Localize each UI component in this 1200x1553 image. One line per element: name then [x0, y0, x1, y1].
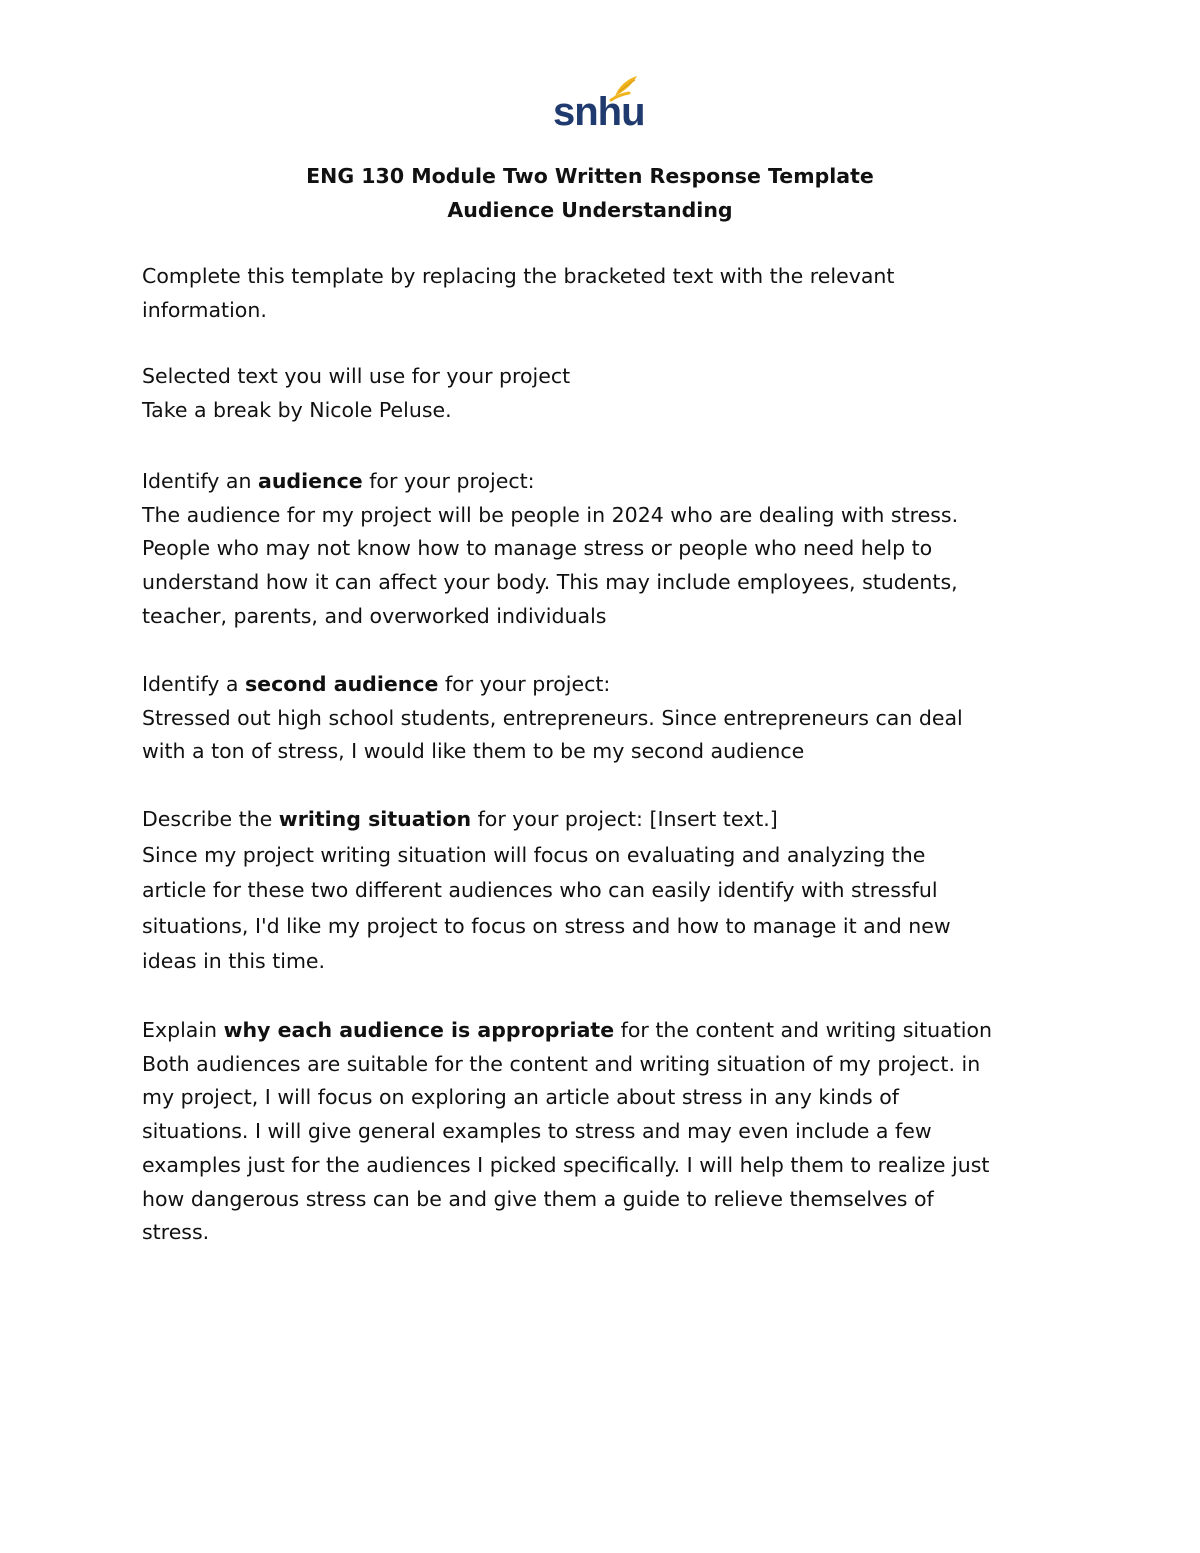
text-line: Both audiences are suitable for the content and writing situation of my project. in: [142, 1051, 981, 1076]
writing-situation-section: [142, 802, 1082, 980]
appropriateness-section: [142, 1014, 1082, 1250]
text-line: article for these two different audiences who can easily identify with stressful: [142, 878, 938, 902]
section-prompt: Selected text you will use for your project: [142, 364, 571, 388]
audience-section: [142, 465, 1082, 634]
snhu-logo: [553, 74, 643, 134]
text-line: with a ton of stress, I would like them to be my second audience: [142, 739, 805, 764]
second-audience-section: [142, 668, 1082, 769]
text-line: stress.: [142, 1220, 210, 1245]
text-line: examples just for the audiences I picked specifically. I will help them to realize just: [142, 1152, 990, 1177]
section-prompt: Identify an audience for your project:: [142, 469, 535, 493]
section-prompt: Identify a second audience for your project:: [142, 672, 611, 696]
text-line: situations. I will give general examples to stress and may even include a few: [142, 1119, 932, 1144]
text-line: teacher, parents, and overworked individuals: [142, 603, 607, 628]
instructions-paragraph: [142, 260, 1082, 327]
text-line: Stressed out high school students, entrepreneurs. Since entrepreneurs can deal: [142, 705, 963, 730]
text-line: how dangerous stress can be and give them a guide to relieve themselves of: [142, 1186, 934, 1211]
text-line: People who may not know how to manage stress or people who need help to: [142, 536, 933, 561]
text-line: my project, I will focus on exploring an article about stress in any kinds of: [142, 1085, 899, 1110]
text-line: Complete this template by replacing the bracketed text with the relevant: [142, 264, 895, 288]
text-line: Since my project writing situation will focus on evaluating and analyzing the: [142, 842, 926, 867]
text-line: The audience for my project will be people in 2024 who are dealing with stress.: [142, 502, 959, 527]
section-prompt: Explain why each audience is appropriate for the content and writing situation: [142, 1018, 992, 1042]
text-line: understand how it can affect your body. This may include employees, students,: [142, 570, 958, 595]
text-line: ideas in this time.: [142, 949, 326, 973]
document-title: ENG 130 Module Two Written Response Template: [306, 164, 874, 188]
text-line: information.: [142, 297, 267, 322]
text-line: situations, I'd like my project to focus on stress and how to manage it and new: [142, 913, 951, 938]
section-answer: Take a break by Nicole Peluse.: [142, 397, 452, 422]
section-prompt: Describe the writing situation for your project: [Insert text.]: [142, 807, 778, 831]
document-subtitle: Audience Understanding: [447, 198, 733, 222]
logo-wordmark: snhu: [553, 90, 645, 134]
selected-text-section: [142, 360, 1082, 427]
